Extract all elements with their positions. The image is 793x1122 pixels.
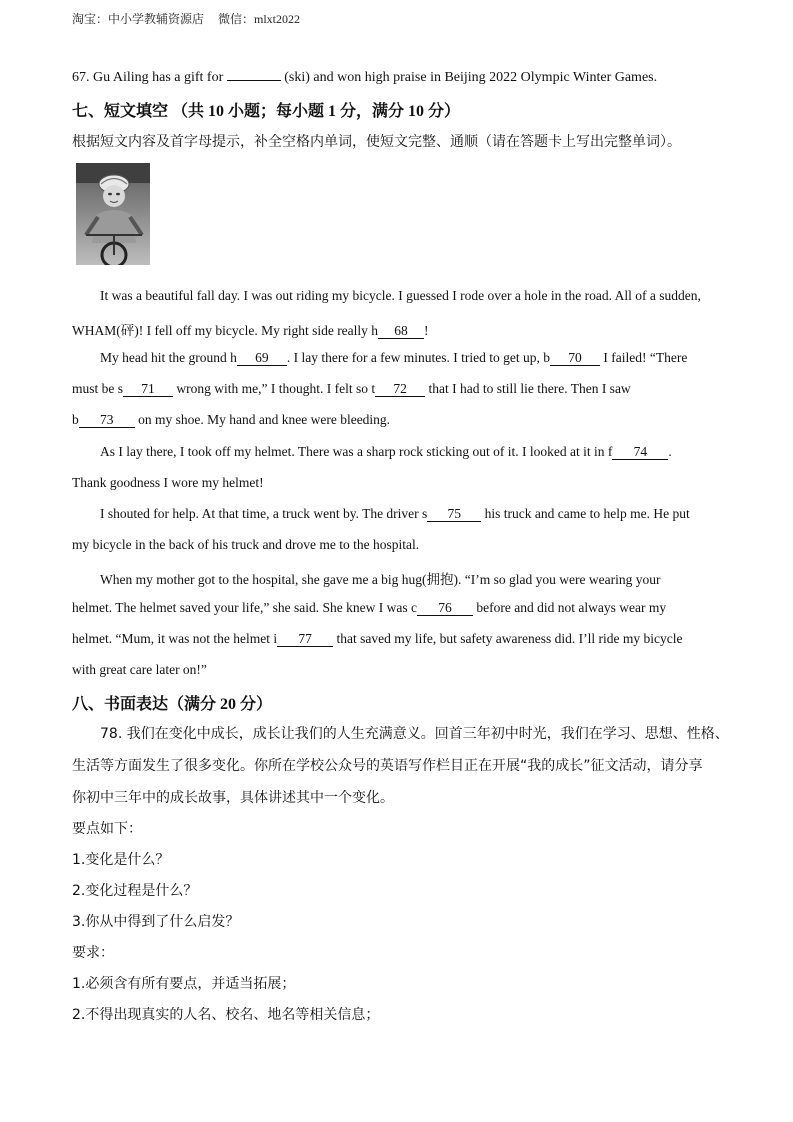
question-67 (72, 68, 657, 86)
text: My head hit the ground h (100, 350, 237, 365)
blank-72[interactable]: 72 (375, 382, 425, 397)
text: b (72, 412, 79, 427)
passage-line-3 (100, 350, 687, 366)
text: that I had to still lie there. Then I saw (428, 381, 631, 396)
text: must be s (72, 381, 124, 396)
q67-text-pre: 67. Gu Ailing has a gift for (72, 70, 224, 85)
text: As I lay there, I took off my helmet. There was a sharp rock sticking out of it. I looked at it in f (100, 444, 613, 459)
section-7-title: 七、短文填空 （共 10 小题；每小题 1 分，满分 10 分） (72, 103, 461, 120)
writing-prompt-line-3: 你初中三年中的成长故事，具体讲述其中一个变化。 (72, 790, 394, 806)
text: helmet. “Mum, it was not the helmet i (72, 631, 278, 646)
text: before and did not always wear my (476, 600, 667, 615)
passage-line-13: with great care later on!” (72, 662, 207, 677)
shop-name: 淘宝：中小学教辅资源店 (72, 12, 205, 26)
requirement-1: 1.必须含有所有要点，并适当拓展； (72, 976, 296, 992)
text: ! (424, 323, 429, 338)
text: I failed! “There (603, 350, 688, 365)
passage-line-8 (100, 506, 690, 522)
blank-76[interactable]: 76 (417, 601, 473, 616)
text: wrong with me,” I thought. I felt so t (176, 381, 376, 396)
blank-77[interactable]: 77 (277, 632, 333, 647)
blank-69[interactable]: 69 (237, 351, 287, 366)
passage-line-6 (100, 444, 672, 460)
text: his truck and came to help me. He put (484, 506, 690, 521)
blank-68[interactable]: 68 (378, 324, 424, 339)
requirement-2: 2.不得出现真实的人名、校名、地名等相关信息； (72, 1007, 380, 1023)
passage-line-10: When my mother got to the hospital, she gave me a big hug(拥抱). “I’m so glad you were wearing your (100, 572, 661, 587)
wechat-id: 微信：mlxt2022 (218, 12, 301, 26)
passage-line-1: It was a beautiful fall day. I was out riding my bicycle. I guessed I rode over a hole in the road. All of a sudden, (100, 288, 701, 303)
text: helmet. The helmet saved your life,” she said. She knew I was c (72, 600, 418, 615)
q67-text-post: (ski) and won high praise in Beijing 2022 Olympic Winter Games. (284, 70, 658, 85)
blank-75[interactable]: 75 (427, 507, 481, 522)
points-label: 要点如下： (72, 821, 142, 837)
point-2: 2.变化过程是什么？ (72, 883, 198, 899)
passage-line-12 (72, 631, 682, 647)
text: that saved my life, but safety awareness did. I’ll ride my bicycle (336, 631, 683, 646)
page-header (72, 10, 300, 27)
q67-blank[interactable] (227, 68, 281, 81)
text: WHAM(砰)! I fell off my bicycle. My right side really h (72, 323, 379, 338)
blank-70[interactable]: 70 (550, 351, 600, 366)
requirements-label: 要求： (72, 945, 114, 961)
text: on my shoe. My hand and knee were bleeding. (138, 412, 391, 427)
writing-prompt-line-1: 78. 我们在变化中成长，成长让我们的人生充满意义。回首三年初中时光，我们在学习、思想、性格、 (100, 726, 729, 742)
passage-line-4 (72, 381, 631, 397)
passage-line-2 (72, 319, 429, 339)
text: . (668, 444, 672, 459)
blank-73[interactable]: 73 (79, 413, 135, 428)
section-8-title: 八、书面表达（满分 20 分） (72, 696, 273, 713)
section-7-instruction: 根据短文内容及首字母提示，补全空格内单词，使短文完整、通顺（请在答题卡上写出完整单词）。 (72, 135, 681, 150)
passage-line-11 (72, 600, 666, 616)
text: . I lay there for a few minutes. I tried to get up, b (286, 350, 551, 365)
blank-74[interactable]: 74 (612, 445, 668, 460)
point-3: 3.你从中得到了什么启发？ (72, 914, 240, 930)
passage-line-5 (72, 412, 390, 428)
point-1: 1.变化是什么？ (72, 852, 170, 868)
text: I shouted for help. At that time, a truck went by. The driver s (100, 506, 428, 521)
writing-prompt-line-2: 生活等方面发生了很多变化。你所在学校公众号的英语写作栏目正在开展“我的成长”征文活动，请分享 (72, 758, 703, 774)
passage-line-9: my bicycle in the back of his truck and drove me to the hospital. (72, 537, 420, 552)
blank-71[interactable]: 71 (123, 382, 173, 397)
passage-line-7: Thank goodness I wore my helmet! (72, 475, 264, 490)
cyclist-photo (76, 163, 150, 265)
